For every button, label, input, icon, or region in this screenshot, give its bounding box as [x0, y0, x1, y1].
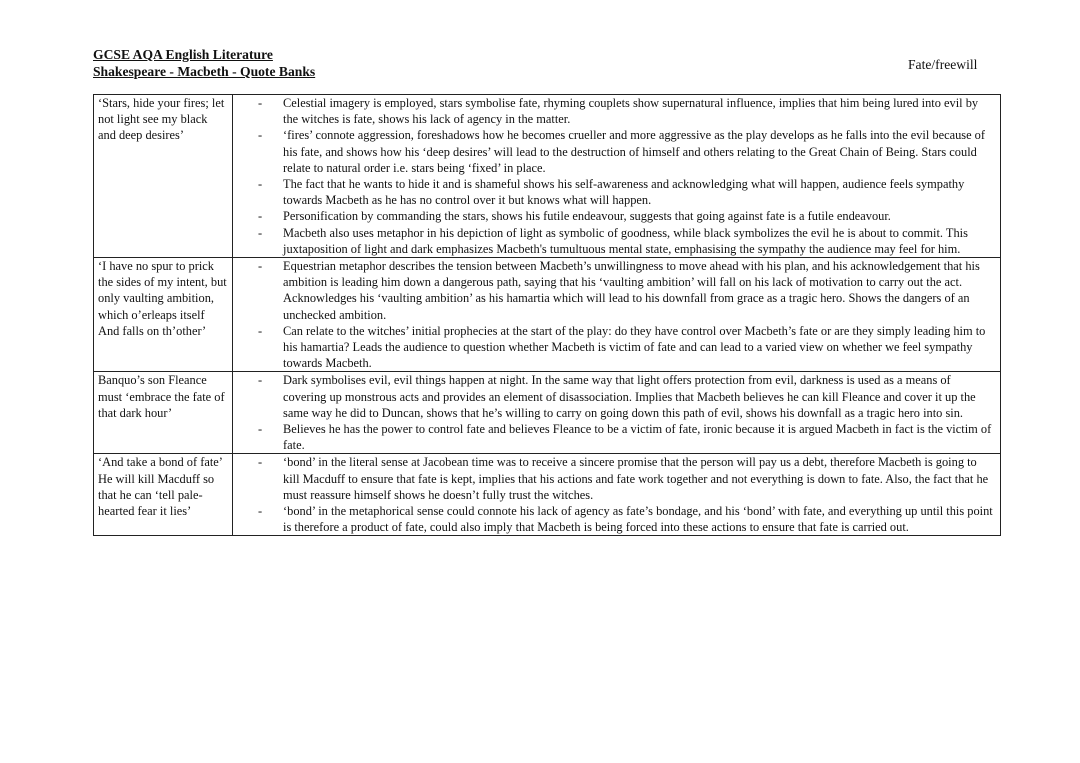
- analysis-cell: [233, 372, 1001, 454]
- quote-row: [94, 454, 1001, 536]
- quote-cell: ‘I have no spur to prick the sides of my intent, but only vaulting ambition, which o’erleaps itself And falls on th’other’: [94, 258, 233, 372]
- unit-title: Shakespeare - Macbeth - Quote Banks: [93, 64, 316, 79]
- analysis-point: [237, 503, 996, 535]
- bullet-dash: -: [258, 177, 263, 192]
- analysis-text: ‘bond’ in the metaphorical sense could connote his lack of agency as fate’s bondage, and his ‘bond’ with fate, and everything up until this point is therefore a product of fate, could also imply that Macbeth is being forced into these actions to ensure that fate is carried out.: [283, 504, 993, 535]
- course-title: GCSE AQA English Literature: [93, 47, 273, 62]
- analysis-cell: [233, 454, 1001, 536]
- analysis-cell: [233, 95, 1001, 258]
- quote-row: [94, 372, 1001, 454]
- quote-cell: ‘Stars, hide your fires; let not light see my black and deep desires’: [94, 95, 233, 258]
- analysis-point: [237, 127, 996, 176]
- analysis-cell: [233, 258, 1001, 372]
- bullet-dash: -: [258, 504, 263, 519]
- analysis-text: Dark symbolises evil, evil things happen at night. In the same way that light offers protection from evil, darkness is used as a means of covering up monstrous acts and provides an element of disassociation. Implies that Macbeth believes he can kill Fleance and cover it up the same way he did to Duncan, shows that he’s willing to carry on going down this path of evil, shows his downfall as a tragic hero into sin.: [283, 373, 976, 420]
- document-heading: [93, 46, 315, 80]
- quote-row: [94, 95, 1001, 258]
- bullet-dash: -: [258, 422, 263, 437]
- analysis-list: [237, 95, 996, 257]
- analysis-point: [237, 323, 996, 372]
- bullet-dash: -: [258, 259, 263, 274]
- analysis-text: ‘bond’ in the literal sense at Jacobean time was to receive a sincere promise that the person will pay us a debt, therefore Macbeth is going to kill Macduff to ensure that fate is kept, implies that his actions and fate work together and not everything is down to fate. Also, the fact that he must reassure himself shows he doesn’t fully trust the witches.: [283, 455, 989, 502]
- quote-cell: ‘And take a bond of fate’ He will kill Macduff so that he can ‘tell pale-hearted fear it lies’: [94, 454, 233, 536]
- bullet-dash: -: [258, 373, 263, 388]
- analysis-text: ‘fires’ connote aggression, foreshadows how he becomes crueller and more aggressive as the play develops as he falls into the evil because of his fate, and shows how his ‘deep desires’ will lead to the destruction of himself and others relating to the Great Chain of Being. Stars could relate to natural order i.e. stars being ‘fixed’ in place.: [283, 128, 986, 175]
- analysis-text: Personification by commanding the stars, shows his futile endeavour, suggests that going against fate is a futile endeavour.: [283, 209, 891, 224]
- bullet-dash: -: [258, 455, 263, 470]
- analysis-list: [237, 372, 996, 453]
- quote-cell: Banquo’s son Fleance must ‘embrace the fate of that dark hour’: [94, 372, 233, 454]
- analysis-point: [237, 208, 996, 224]
- bullet-dash: -: [258, 209, 263, 224]
- analysis-text: Macbeth also uses metaphor in his depiction of light as symbolic of goodness, while black symbolizes the evil he is about to commit. This juxtaposition of light and dark emphasizes Macbeth's tumultuous mental state, emphasising the sympathy the audience may feel for him.: [283, 225, 968, 256]
- quote-bank-table: [93, 94, 1001, 536]
- analysis-point: [237, 95, 996, 127]
- bullet-dash: -: [258, 323, 263, 338]
- bullet-dash: -: [258, 128, 263, 143]
- quote-row: [94, 258, 1001, 372]
- analysis-text: Equestrian metaphor describes the tension between Macbeth’s unwillingness to move ahead with his plan, and his acknowledgement that his ambition is leading him down a dangerous path, saying that his ‘vaulting ambition’ will fall on his lack of motivation to carry out the act. Acknowledges his ‘vaulting ambition’ as his hamartia which will lead to his downfall from grace as a tragic hero. Shows the dangers of an unchecked ambition.: [283, 259, 980, 322]
- analysis-text: Believes he has the power to control fate and believes Fleance to be a victim of fate, ironic because it is argued Macbeth in fact is the victim of fate.: [283, 422, 992, 453]
- analysis-point: [237, 176, 996, 208]
- analysis-point: [237, 454, 996, 503]
- bullet-dash: -: [258, 96, 263, 110]
- analysis-point: [237, 225, 996, 257]
- analysis-list: [237, 258, 996, 371]
- analysis-point: [237, 372, 996, 421]
- analysis-text: The fact that he wants to hide it and is shameful shows his self-awareness and acknowledging what will happen, audience feels sympathy towards Macbeth as he has no control over it but knows what will happen.: [283, 177, 965, 208]
- topic-label: Fate/freewill: [908, 57, 978, 72]
- analysis-point: [237, 258, 996, 323]
- analysis-text: Can relate to the witches’ initial prophecies at the start of the play: do they have control over Macbeth’s fate or are they simply leading him to his hamartia? Leads the audience to question whether Macbeth is victim of fate and can lead to a varied view on whether we feel sympathy towards Macbeth.: [283, 323, 986, 371]
- analysis-list: [237, 454, 996, 535]
- analysis-point: [237, 421, 996, 453]
- bullet-dash: -: [258, 225, 263, 240]
- analysis-text: Celestial imagery is employed, stars symbolise fate, rhyming couplets show supernatural influence, implies that him being lured into evil by the witches is fate, shows his lack of agency in the matter.: [283, 96, 979, 127]
